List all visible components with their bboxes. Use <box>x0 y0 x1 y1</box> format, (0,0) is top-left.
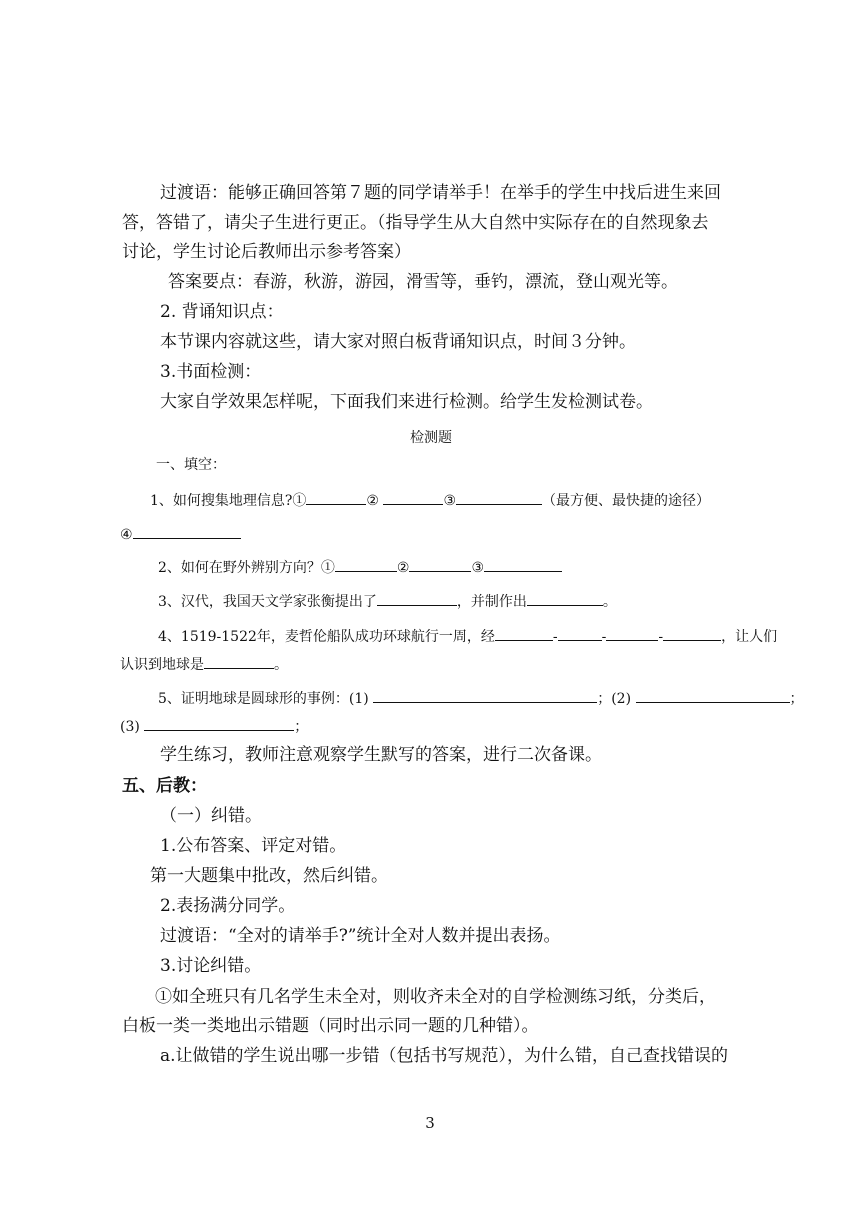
answer-blank <box>663 624 721 641</box>
item-heading: 2.表扬满分同学。 <box>160 896 296 916</box>
page-number: 3 <box>425 1114 435 1132</box>
separator: - <box>552 629 558 645</box>
subsection-heading: （一）纠错。 <box>160 806 262 826</box>
quiz-section: 一、填空： <box>156 457 226 473</box>
paragraph-line: 学生练习，教师注意观察学生默写的答案，进行二次备课。 <box>160 745 602 765</box>
question-text: 5、证明地球是圆球形的事例：(1) <box>158 691 369 707</box>
answer-blank <box>377 589 457 606</box>
answer-blank <box>306 488 366 505</box>
answer-blank <box>383 488 443 505</box>
question-text: 3、汉代，我国天文学家张衡提出了 <box>158 594 377 610</box>
paragraph-line: 第一大题集中批改，然后纠错。 <box>150 866 388 886</box>
quiz-question-2 <box>158 555 562 578</box>
answer-blank <box>409 555 471 572</box>
answer-blank <box>495 624 553 641</box>
quiz-question-3 <box>158 589 617 612</box>
quiz-title: 检测题 <box>410 430 452 446</box>
question-text: 认识到地球是 <box>120 657 204 673</box>
item-heading: 3.讨论纠错。 <box>160 956 262 976</box>
marker: ④ <box>120 527 133 543</box>
paragraph-line: ①如全班只有几名学生未全对，则收齐未全对的自学检测练习纸，分类后， <box>155 987 716 1007</box>
answer-points: 答案要点：春游，秋游，游园，滑雪等，垂钓，漂流，登山观光等。 <box>168 272 678 292</box>
quiz-question-4-cont <box>120 652 288 675</box>
marker: ③ <box>443 493 456 509</box>
paragraph-line: 白板一类一类地出示错题（同时出示同一题的几种错）。 <box>122 1016 539 1036</box>
question-text: ； <box>789 691 804 707</box>
question-note: （最方便、最快捷的途径） <box>542 493 710 509</box>
answer-blank <box>373 686 597 703</box>
answer-blank <box>527 589 603 606</box>
separator: - <box>658 629 664 645</box>
separator: - <box>601 629 607 645</box>
answer-blank <box>133 522 241 539</box>
marker: ② <box>366 493 379 509</box>
quiz-question-4 <box>158 624 777 647</box>
answer-blank <box>456 488 542 505</box>
answer-blank <box>606 624 658 641</box>
paragraph-line: 本节课内容就这些，请大家对照白板背诵知识点，时间３分钟。 <box>160 332 636 352</box>
item-heading: 1.公布答案、评定对错。 <box>160 836 347 856</box>
section-heading: 五、后教： <box>122 776 207 796</box>
question-text: 。 <box>602 594 617 610</box>
paragraph-line: 过渡语：能够正确回答第７题的同学请举手！在举手的学生中找后进生来回 <box>160 183 721 203</box>
question-text: ，让人们 <box>721 629 778 645</box>
paragraph-line: 答，答错了，请尖子生进行更正。（指导学生从大自然中实际存在的自然现象去 <box>122 213 709 233</box>
quiz-question-5-cont <box>120 714 308 737</box>
quiz-question-1-cont <box>120 522 241 545</box>
quiz-question-5 <box>158 686 804 709</box>
item-heading: 2. 背诵知识点： <box>160 302 284 322</box>
paragraph-line: 大家自学效果怎样呢，下面我们来进行检测。给学生发检测试卷。 <box>160 392 653 412</box>
question-text: 2、如何在野外辨别方向？① <box>158 560 335 576</box>
answer-blank <box>484 555 562 572</box>
question-text: ，并制作出 <box>456 594 527 610</box>
answer-blank <box>558 624 602 641</box>
question-text: (3) <box>120 719 140 735</box>
paragraph-line: 过渡语：“全对的请举手?”统计全对人数并提出表扬。 <box>160 926 561 946</box>
paragraph-line: a.让做错的学生说出哪一步错（包括书写规范），为什么错，自己查找错误的 <box>160 1046 729 1066</box>
answer-blank <box>636 686 790 703</box>
item-heading: 3.书面检测： <box>160 362 262 382</box>
paragraph-line: 讨论，学生讨论后教师出示参考答案） <box>122 242 411 262</box>
question-text: 。 <box>274 657 288 673</box>
answer-blank <box>335 555 397 572</box>
answer-blank <box>144 714 294 731</box>
marker: ③ <box>471 560 485 576</box>
question-text: 1、如何搜集地理信息?① <box>150 493 307 509</box>
question-text: ； <box>294 719 309 735</box>
quiz-question-1 <box>150 488 710 511</box>
question-text: 4、1519-1522年，麦哲伦船队成功环球航行一周，经 <box>158 629 495 645</box>
question-text: ；(2) <box>597 691 632 707</box>
answer-blank <box>204 652 274 669</box>
marker: ② <box>396 560 410 576</box>
